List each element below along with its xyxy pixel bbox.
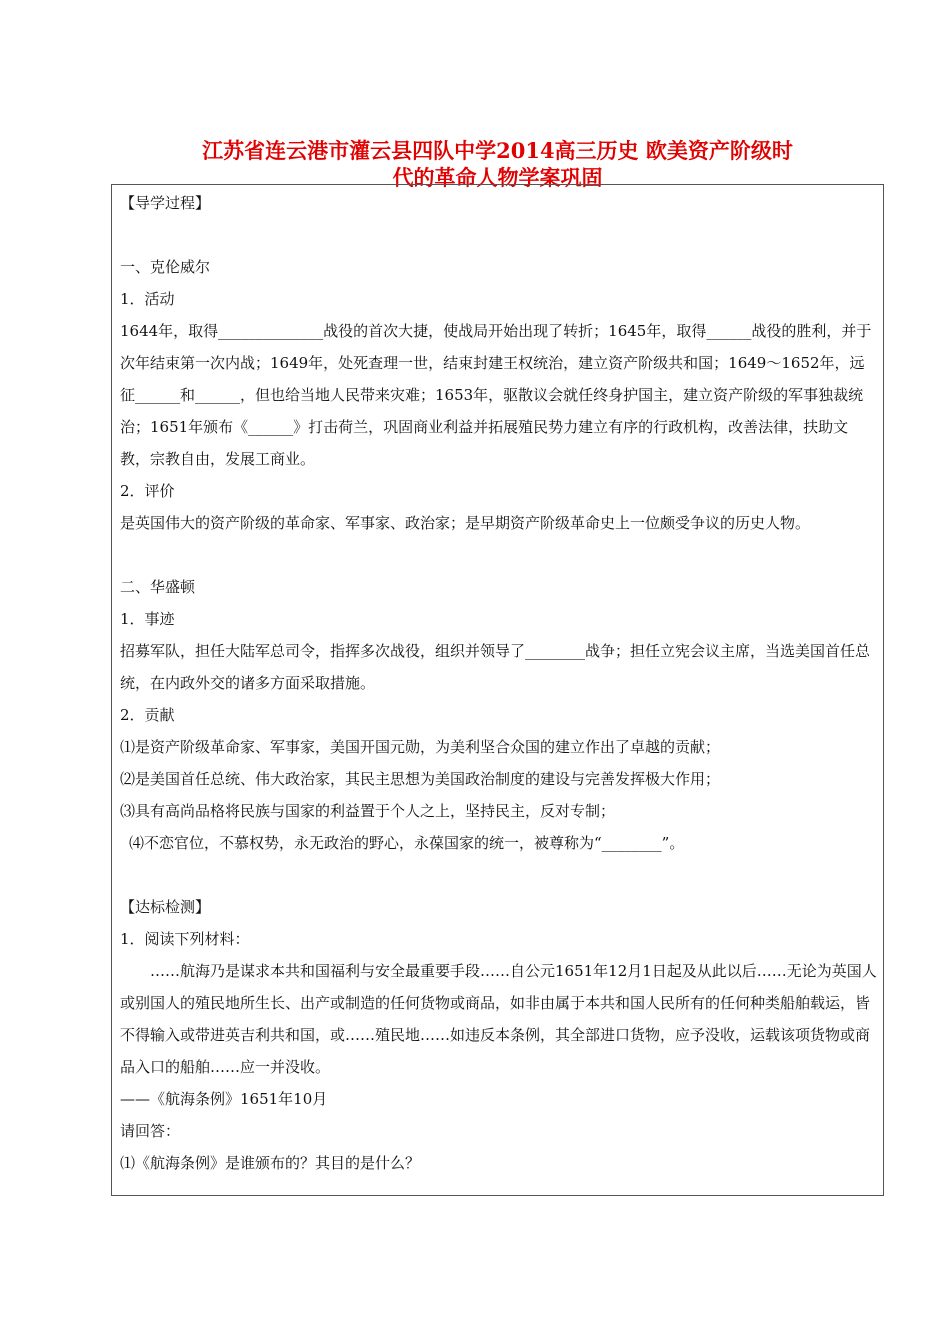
section-test-heading: 【达标检测】	[120, 898, 211, 916]
question-1-source: ——《航海条例》1651年10月	[120, 1090, 328, 1108]
washington-deeds-heading: 1．事迹	[120, 610, 175, 628]
question-1-material: ……航海乃是谋求本共和国福利与安全最重要手段……自公元1651年12月1日起及从此以后……无论为英国人或别国人的殖民地所生长、出产或制造的任何货物或商品，如非由属于本共和国人民所有的任何种类船舶载运，皆不得输入或带进英吉利共和国，或……殖民地……如违反本条例，其全部进口货物，应予没收，运载该项货物或商品入口的船舶……应一并没收。	[120, 962, 877, 1076]
contribution-item-2: ⑵是美国首任总统、伟大政治家，其民主思想为美国政治制度的建设与完善发挥极大作用；	[120, 770, 721, 788]
title-line-1: 江苏省连云港市灌云县四队中学2014高三历史 欧美资产阶级时	[202, 138, 793, 163]
document-title	[110, 137, 885, 191]
section-guide-heading: 【导学过程】	[120, 194, 211, 212]
washington-heading: 二、华盛顿	[120, 578, 196, 596]
cromwell-evaluation-heading: 2．评价	[120, 482, 175, 500]
contribution-item-1: ⑴是资产阶级革命家、军事家，美国开国元勋，为美利坚合众国的建立作出了卓越的贡献；	[120, 738, 721, 756]
title-line-2: 代的革命人物学案巩固	[392, 165, 603, 190]
washington-contribution-heading: 2．贡献	[120, 706, 175, 724]
question-1-sub-1: ⑴《航海条例》是谁颁布的？其目的是什么？	[120, 1154, 421, 1172]
contribution-item-4: ⑷不恋官位，不慕权势，永无政治的野心，永葆国家的统一，被尊称为“________”。	[129, 834, 685, 852]
contribution-item-3: ⑶具有高尚品格将民族与国家的利益置于个人之上，坚持民主，反对专制；	[120, 802, 616, 820]
cromwell-evaluation-text: 是英国伟大的资产阶级的革命家、军事家、政治家；是早期资产阶级革命史上一位颇受争议的历史人物。	[120, 514, 811, 532]
cromwell-activity-text: 1644年，取得______________战役的首次大捷，使战局开始出现了转折；1645年，取得______战役的胜利，并于次年结束第一次内战；1649年，处死查理一世，结束封建王权统治，建立资产阶级共和国；1649～1652年，远征______和______，但也给当地人民带来灾难；1653年，驱散议会就任终身护国主，建立资产阶级的军事独裁统治；1651年颁布《______》打击荷兰，巩固商业利益并拓展殖民势力建立有序的行政机构，改善法律，扶助文教，宗教自由，发展工商业。	[120, 322, 872, 468]
question-1-intro: 1．阅读下列材料：	[120, 930, 250, 948]
question-1-prompt: 请回答：	[120, 1122, 181, 1140]
worksheet-content	[120, 187, 878, 1179]
washington-deeds-text: 招募军队，担任大陆军总司令，指挥多次战役，组织并领导了________战争；担任立宪会议主席，当选美国首任总统，在内政外交的诸多方面采取措施。	[120, 642, 871, 692]
cromwell-activity-heading: 1．活动	[120, 290, 175, 308]
cromwell-heading: 一、克伦威尔	[120, 258, 211, 276]
